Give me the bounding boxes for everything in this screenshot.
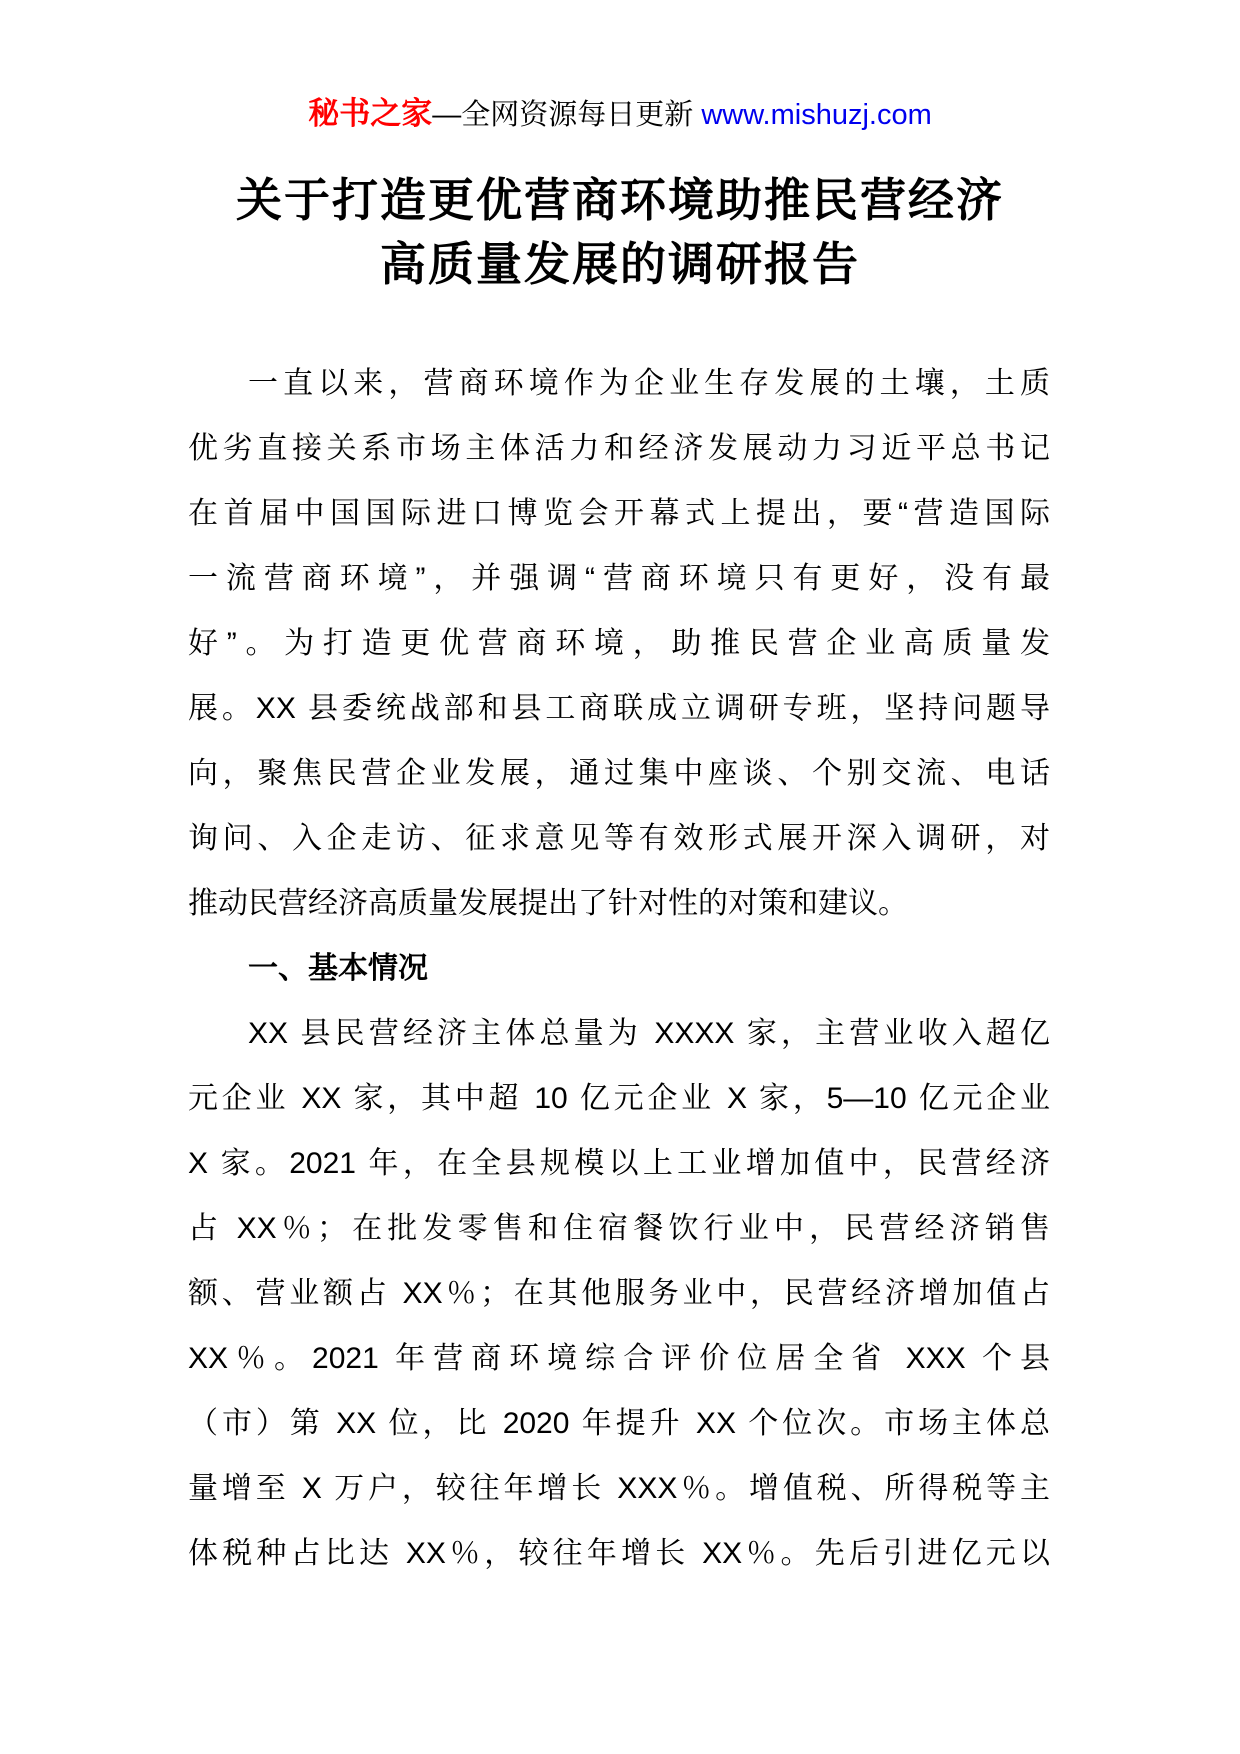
- body-line: 占 XX％；在批发零售和住宿餐饮行业中，民营经济销售: [188, 1212, 1050, 1245]
- site-name: 秘书之家: [308, 96, 433, 131]
- body-line: 好”。为打造更优营商环境，助推民营企业高质量发: [188, 627, 1050, 660]
- body-line: 量增至 X 万户，较往年增长 XXX％。增值税、所得税等主: [188, 1472, 1050, 1505]
- body-line: XX 县民营经济主体总量为 XXXX 家，主营业收入超亿: [248, 1017, 1050, 1050]
- body-line: XX％。2021 年营商环境综合评价位居全省 XXX 个县: [188, 1342, 1050, 1375]
- body-line: 优劣直接关系市场主体活力和经济发展动力习近平总书记: [188, 432, 1050, 465]
- body-line: 询问、入企走访、征求意见等有效形式展开深入调研，对: [188, 822, 1050, 855]
- body-line: （市）第 XX 位，比 2020 年提升 XX 个位次。市场主体总: [188, 1407, 1050, 1440]
- body-line: 元企业 XX 家，其中超 10 亿元企业 X 家，5—10 亿元企业: [188, 1082, 1050, 1115]
- body-line: 额、营业额占 XX％；在其他服务业中，民营经济增加值占: [188, 1277, 1050, 1310]
- body-line: 一流营商环境”，并强调“营商环境只有更好，没有最: [188, 562, 1050, 595]
- body-line: 推动民营经济高质量发展提出了针对性的对策和建议。: [188, 887, 908, 920]
- body-line: 体税种占比达 XX％，较往年增长 XX％。先后引进亿元以: [188, 1537, 1050, 1570]
- body-line: 向，聚焦民营企业发展，通过集中座谈、个别交流、电话: [188, 757, 1050, 790]
- site-url[interactable]: www.mishuzj.com: [701, 99, 932, 131]
- section-heading: 一、基本情况: [248, 952, 428, 985]
- document-body: [188, 351, 1050, 1586]
- title-line-2: 高质量发展的调研报告: [380, 238, 860, 290]
- document-title: [0, 168, 1240, 296]
- body-line: 一直以来，营商环境作为企业生存发展的土壤，土质: [248, 367, 1050, 400]
- body-line: 在首届中国国际进口博览会开幕式上提出，要“营造国际: [188, 497, 1050, 530]
- site-tagline: —全网资源每日更新: [432, 99, 702, 131]
- body-line: 展。XX 县委统战部和县工商联成立调研专班，坚持问题导: [188, 692, 1050, 725]
- body-line: X 家。2021 年，在全县规模以上工业增加值中，民营经济: [188, 1147, 1050, 1180]
- site-header: [0, 95, 1240, 134]
- title-line-1: 关于打造更优营商环境助推民营经济: [236, 174, 1004, 226]
